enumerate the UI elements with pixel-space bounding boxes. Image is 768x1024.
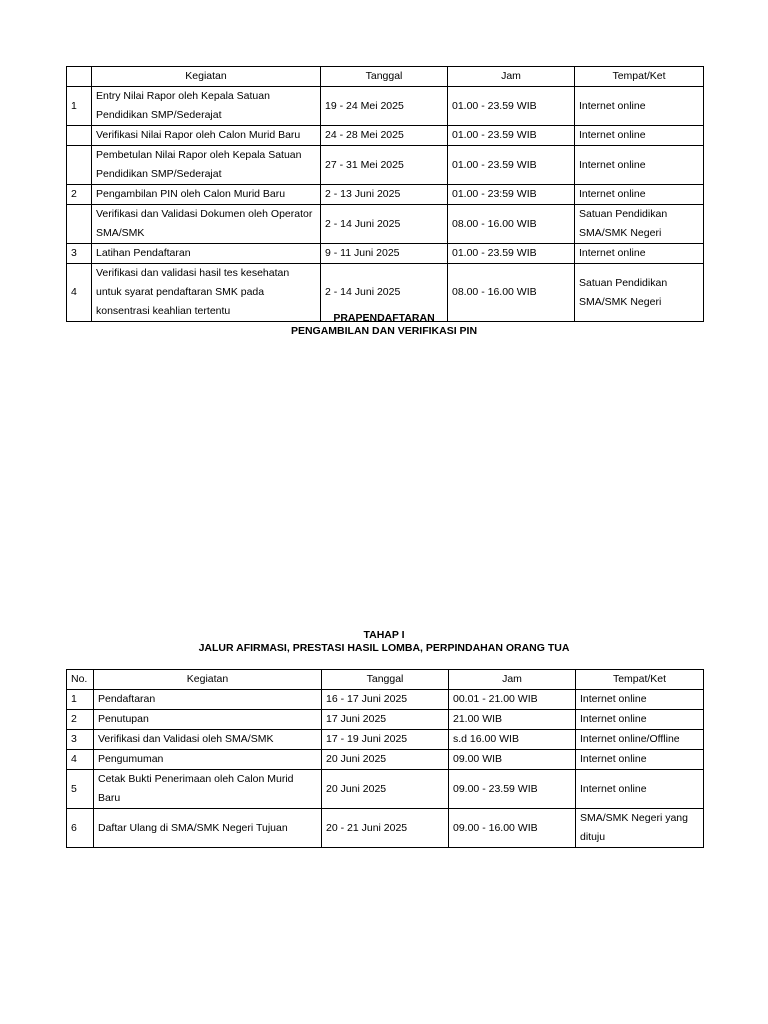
- header-jam: Jam: [448, 67, 575, 87]
- cell-tanggal: 19 - 24 Mei 2025: [321, 87, 448, 126]
- cell-no: 4: [67, 264, 92, 322]
- table-row: [67, 126, 704, 146]
- cell-no: 6: [67, 809, 94, 848]
- cell-tanggal: 20 Juni 2025: [322, 770, 449, 809]
- cell-tempat: Satuan Pendidikan SMA/SMK Negeri: [575, 264, 704, 322]
- table-row: [67, 730, 704, 750]
- cell-tempat: Internet online: [576, 770, 704, 809]
- cell-tempat: Internet online: [576, 690, 704, 710]
- cell-tempat: Internet online: [575, 244, 704, 264]
- cell-jam: 01.00 - 23:59 WIB: [448, 185, 575, 205]
- header-tanggal: Tanggal: [322, 670, 449, 690]
- cell-jam: 09.00 - 23.59 WIB: [449, 770, 576, 809]
- table-row: [67, 146, 704, 185]
- cell-kegiatan: Pengumuman: [94, 750, 322, 770]
- section-subtitle-tahap-1: JALUR AFIRMASI, PRESTASI HASIL LOMBA, PERPINDAHAN ORANG TUA: [198, 642, 570, 654]
- table-row: [67, 750, 704, 770]
- table-row: [67, 185, 704, 205]
- cell-tanggal: 20 Juni 2025: [322, 750, 449, 770]
- table-row: [67, 809, 704, 848]
- cell-no: 1: [67, 87, 92, 126]
- cell-tempat: Satuan Pendidikan SMA/SMK Negeri: [575, 205, 704, 244]
- table-row: [67, 87, 704, 126]
- cell-jam: 21.00 WIB: [449, 710, 576, 730]
- cell-tempat: Internet online: [575, 126, 704, 146]
- cell-no: 5: [67, 770, 94, 809]
- cell-tempat: Internet online: [576, 710, 704, 730]
- cell-no: [67, 205, 92, 244]
- header-no: [67, 67, 92, 87]
- cell-jam: 00.01 - 21.00 WIB: [449, 690, 576, 710]
- cell-tanggal: 2 - 14 Juni 2025: [321, 205, 448, 244]
- cell-tempat: SMA/SMK Negeri yang dituju: [576, 809, 704, 848]
- cell-kegiatan: Verifikasi dan Validasi Dokumen oleh Operator SMA/SMK: [92, 205, 321, 244]
- table-row: [67, 710, 704, 730]
- cell-tanggal: 2 - 14 Juni 2025: [321, 264, 448, 322]
- cell-jam: 01.00 - 23.59 WIB: [448, 87, 575, 126]
- cell-no: [67, 126, 92, 146]
- cell-tempat: Internet online: [575, 146, 704, 185]
- section-title-prapendaftaran: PRAPENDAFTARAN: [333, 312, 435, 324]
- cell-tempat: Internet online/Offline: [576, 730, 704, 750]
- table-row: [67, 244, 704, 264]
- cell-no: 2: [67, 710, 94, 730]
- cell-kegiatan: Pembetulan Nilai Rapor oleh Kepala Satuan Pendidikan SMP/Sederajat: [92, 146, 321, 185]
- cell-jam: 09.00 - 16.00 WIB: [449, 809, 576, 848]
- cell-kegiatan: Cetak Bukti Penerimaan oleh Calon Murid Baru: [94, 770, 322, 809]
- cell-no: 1: [67, 690, 94, 710]
- table-header-row: [67, 670, 704, 690]
- cell-kegiatan: Latihan Pendaftaran: [92, 244, 321, 264]
- section-subtitle-prapendaftaran: PENGAMBILAN DAN VERIFIKASI PIN: [290, 325, 478, 337]
- header-kegiatan: Kegiatan: [92, 67, 321, 87]
- header-kegiatan: Kegiatan: [94, 670, 322, 690]
- cell-jam: 01.00 - 23.59 WIB: [448, 146, 575, 185]
- table-row: [67, 690, 704, 710]
- cell-tanggal: 16 - 17 Juni 2025: [322, 690, 449, 710]
- cell-no: 3: [67, 244, 92, 264]
- table-row: [67, 205, 704, 244]
- cell-tanggal: 9 - 11 Juni 2025: [321, 244, 448, 264]
- cell-jam: 01.00 - 23.59 WIB: [448, 126, 575, 146]
- cell-tanggal: 20 - 21 Juni 2025: [322, 809, 449, 848]
- cell-jam: s.d 16.00 WIB: [449, 730, 576, 750]
- section-title-tahap-1: TAHAP I: [363, 629, 405, 641]
- header-tanggal: Tanggal: [321, 67, 448, 87]
- cell-kegiatan: Entry Nilai Rapor oleh Kepala Satuan Pendidikan SMP/Sederajat: [92, 87, 321, 126]
- cell-tempat: Internet online: [575, 185, 704, 205]
- cell-jam: 08.00 - 16.00 WIB: [448, 205, 575, 244]
- cell-tanggal: 17 Juni 2025: [322, 710, 449, 730]
- table-row: [67, 770, 704, 809]
- cell-kegiatan: Pendaftaran: [94, 690, 322, 710]
- cell-tanggal: 27 - 31 Mei 2025: [321, 146, 448, 185]
- cell-jam: 09.00 WIB: [449, 750, 576, 770]
- header-tempat: Tempat/Ket: [575, 67, 704, 87]
- cell-tanggal: 24 - 28 Mei 2025: [321, 126, 448, 146]
- cell-kegiatan: Verifikasi dan validasi hasil tes kesehatan untuk syarat pendaftaran SMK pada konsentrasi keahlian tertentu: [92, 264, 321, 322]
- cell-tanggal: 17 - 19 Juni 2025: [322, 730, 449, 750]
- header-jam: Jam: [449, 670, 576, 690]
- cell-tanggal: 2 - 13 Juni 2025: [321, 185, 448, 205]
- cell-kegiatan: Penutupan: [94, 710, 322, 730]
- cell-tempat: Internet online: [576, 750, 704, 770]
- cell-jam: 08.00 - 16.00 WIB: [448, 264, 575, 322]
- cell-kegiatan: Verifikasi Nilai Rapor oleh Calon Murid Baru: [92, 126, 321, 146]
- cell-tempat: Internet online: [575, 87, 704, 126]
- tahap-1-table: [66, 669, 704, 848]
- prapendaftaran-table: [66, 66, 704, 322]
- cell-jam: 01.00 - 23.59 WIB: [448, 244, 575, 264]
- cell-no: [67, 146, 92, 185]
- cell-no: 4: [67, 750, 94, 770]
- cell-kegiatan: Daftar Ulang di SMA/SMK Negeri Tujuan: [94, 809, 322, 848]
- cell-kegiatan: Verifikasi dan Validasi oleh SMA/SMK: [94, 730, 322, 750]
- header-no: No.: [67, 670, 94, 690]
- table-header-row: [67, 67, 704, 87]
- header-tempat: Tempat/Ket: [576, 670, 704, 690]
- cell-no: 3: [67, 730, 94, 750]
- cell-kegiatan: Pengambilan PIN oleh Calon Murid Baru: [92, 185, 321, 205]
- cell-no: 2: [67, 185, 92, 205]
